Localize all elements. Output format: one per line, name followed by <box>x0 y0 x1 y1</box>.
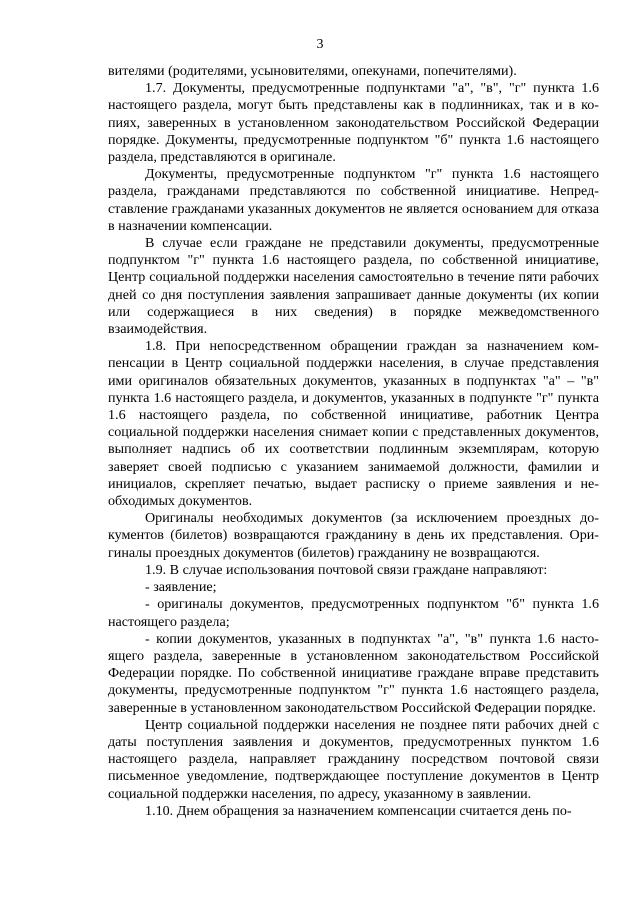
paragraph-1-9: 1.9. В случае использования почтовой связи граждане направляют: <box>145 561 548 578</box>
paragraph-1-10: 1.10. Днем обращения за назначением компенсации считается день по- <box>145 802 572 819</box>
paragraph-continuation: вителями (родителями, усыновителями, опекунами, попечителями). <box>108 63 517 79</box>
paragraph-notification: Центр социальной поддержки населения не позднее пяти рабочих дней с даты поступления заявления и документов, предусмотренных пунктом 1.6 настоящего раздела, направляет гражданину посредством почтовой связи письменное уведомление, подтверждающее поступление документов в Центр социальной поддержки населения, по адресу, указанному в заявлении. <box>108 716 599 802</box>
list-item-copies: - копии документов, указанных в подпунктах "а", "в" пункта 1.6 настоящего раздела, заверенные в установленном законодательством Российской Федерации порядке. По собственной инициативе граждане вправе представить документы, предусмотренные подпунктом "г" пункта 1.6 настоящего раздела, заверенные в установленном законодательством Российской Федерации порядке. <box>108 630 599 716</box>
paragraph-originals-returned: Оригиналы необходимых документов (за исключением проездных документов (билетов) возвращаются гражданину в день их представления. Оригиналы проездных документов (билетов) гражданину не возвращаются. <box>108 510 599 561</box>
paragraph-1-7: 1.7. Документы, предусмотренные подпунктами "а", "в", "г" пункта 1.6 настоящего раздела, могут быть представлены как в подлинниках, так и в копиях, заверенных в установленном законодательством Российской Федерации порядке. Документы, предусмотренные подпунктом "б" пункта 1.6 настоящего раздела, представляются в оригинале. <box>108 80 599 166</box>
paragraph-interagency-request: В случае если граждане не представили документы, предусмотренные подпунктом "г" пункта 1.6 настоящего раздела, по собственной инициативе, Центр социальной поддержки населения самостоятельно в течение пяти рабочих дней со дня поступления заявления запрашивает данные документы (их копии или содержащиеся в них сведения) в порядке межведомственного взаимодействия. <box>108 235 599 338</box>
page-number: 3 <box>316 37 324 52</box>
document-body <box>108 63 599 820</box>
paragraph-optional-docs: Документы, предусмотренные подпунктом "г" пункта 1.6 настоящего раздела, гражданами представляются по собственной инициативе. Непредставление гражданами указанных документов не является основанием для отказа в назначении компенсации. <box>108 166 599 234</box>
paragraph-1-8: 1.8. При непосредственном обращении граждан за назначением компенсации в Центр социальной поддержки населения, в случае представления ими оригиналов обязательных документов, указанных в подпунктах "а" – "в" пункта 1.6 настоящего раздела, и документов, указанных в подпункте "г" пункта 1.6 настоящего раздела, по собственной инициативе, работник Центра социальной поддержки населения снимает копии с представленных документов, выполняет надпись об их соответствии подлинным экземплярам, которую заверяет своей подписью с указанием занимаемой должности, фамилии и инициалов, скрепляет печатью, выдает расписку о приеме заявления и необходимых документов. <box>108 338 599 510</box>
list-item-application: - заявление; <box>145 579 217 596</box>
list-item-originals: - оригиналы документов, предусмотренных подпунктом "б" пункта 1.6 настоящего раздела; <box>108 596 599 630</box>
